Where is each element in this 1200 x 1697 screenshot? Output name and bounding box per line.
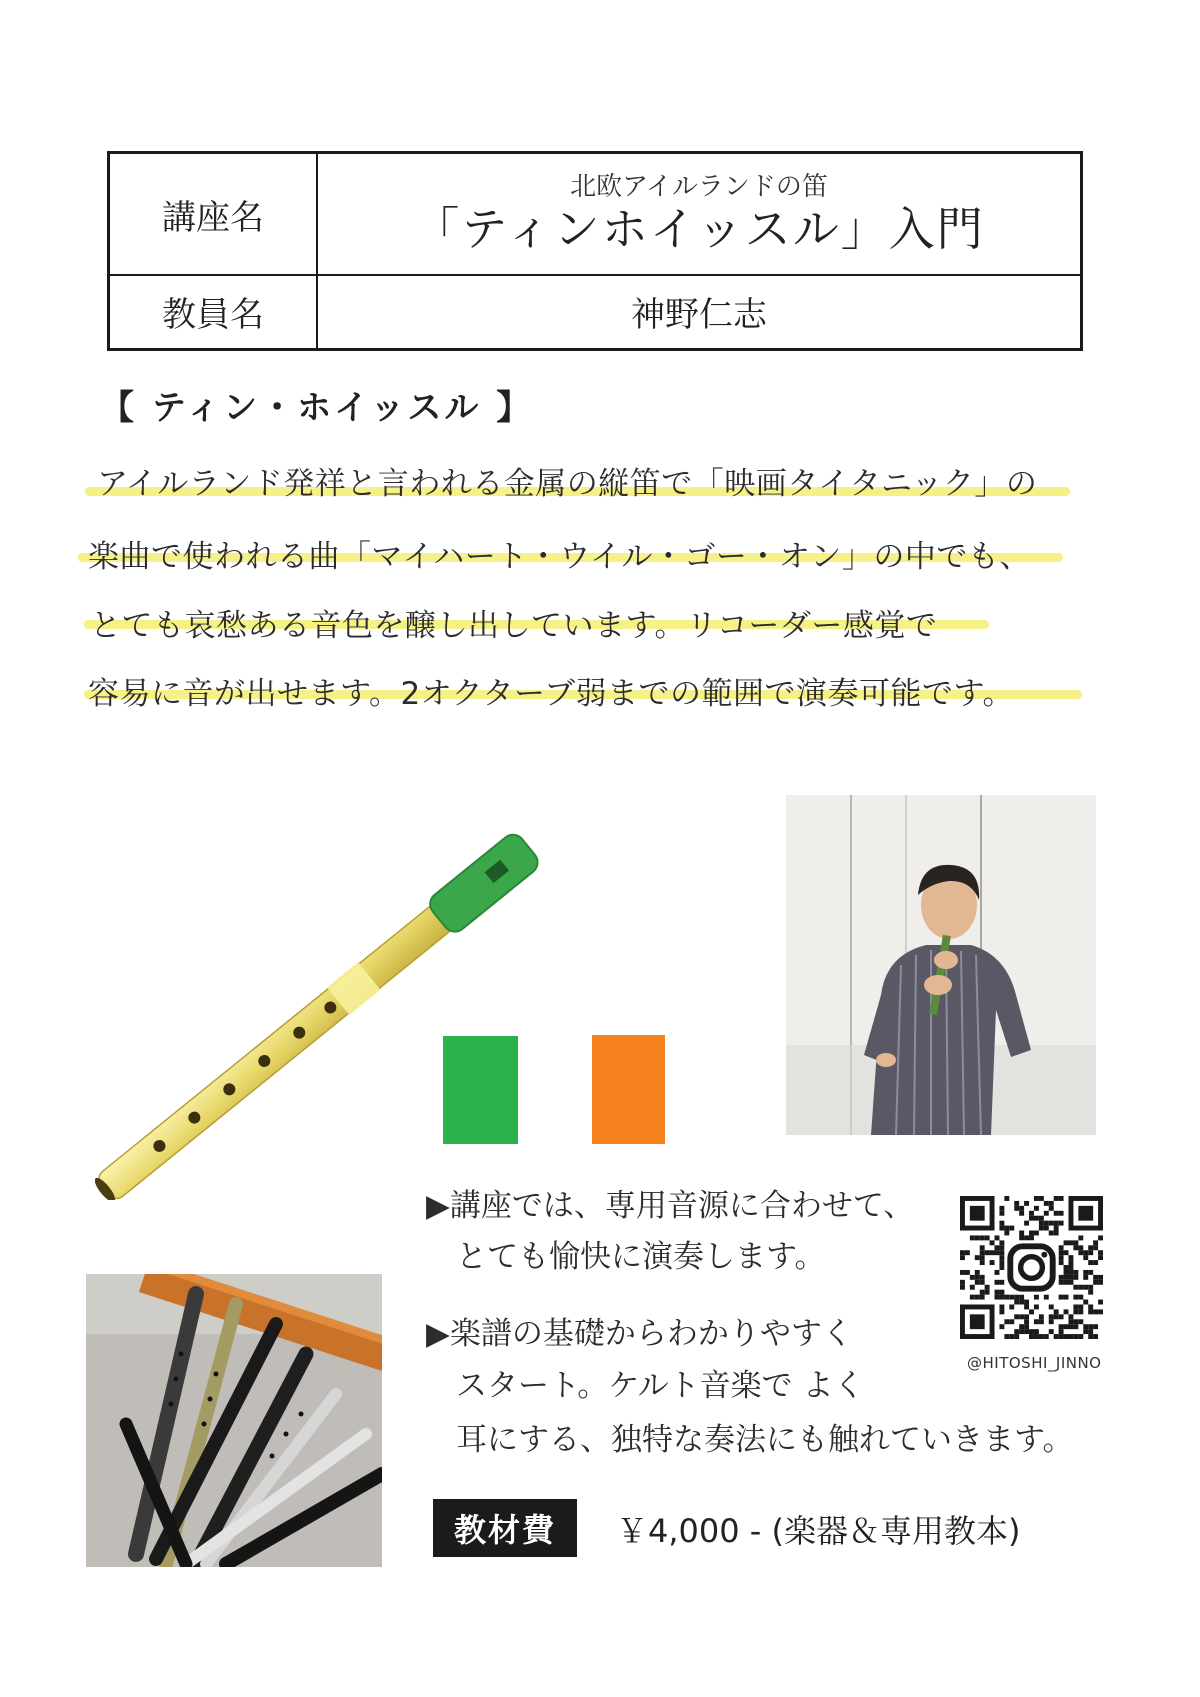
- qr-module: [999, 1260, 1004, 1265]
- course-row: [110, 154, 1080, 276]
- qr-module: [1068, 1280, 1073, 1285]
- qr-module: [1034, 1206, 1039, 1211]
- qr-module: [1054, 1231, 1059, 1236]
- qr-module: [999, 1295, 1004, 1300]
- qr-module: [1029, 1334, 1034, 1339]
- qr-module: [1019, 1206, 1024, 1211]
- teacher-value: [318, 274, 1080, 348]
- qr-module: [1083, 1275, 1088, 1280]
- qr-module: [985, 1290, 990, 1295]
- qr-module: [1009, 1334, 1014, 1339]
- qr-module: [1054, 1226, 1059, 1231]
- qr-module: [1083, 1255, 1088, 1260]
- qr-module: [1054, 1196, 1059, 1201]
- qr-module: [1083, 1300, 1088, 1305]
- qr-module: [1059, 1196, 1064, 1201]
- qr-module: [1093, 1334, 1098, 1339]
- qr-module: [1054, 1211, 1059, 1216]
- qr-module: [970, 1275, 975, 1280]
- qr-module: [1098, 1235, 1103, 1240]
- qr-module: [1068, 1255, 1073, 1260]
- qr-module: [1059, 1250, 1064, 1255]
- qr-module: [1039, 1196, 1044, 1201]
- qr-module: [1098, 1300, 1103, 1305]
- qr-module: [970, 1285, 975, 1290]
- bullet-1-line-1: ▶講座では、専用音源に合わせて、: [426, 1188, 915, 1224]
- qr-module: [995, 1290, 1000, 1295]
- qr-module: [960, 1250, 965, 1255]
- qr-module: [1078, 1334, 1083, 1339]
- qr-module: [1049, 1201, 1054, 1206]
- qr-module: [1024, 1304, 1029, 1309]
- qr-module: [960, 1270, 965, 1275]
- qr-module: [975, 1275, 980, 1280]
- qr-module: [960, 1255, 965, 1260]
- qr-module: [1024, 1329, 1029, 1334]
- qr-module: [1004, 1196, 1009, 1201]
- qr-module: [1059, 1324, 1064, 1329]
- qr-module: [970, 1235, 975, 1240]
- qr-module: [999, 1221, 1004, 1226]
- qr-module: [1064, 1270, 1069, 1275]
- qr-module: [1078, 1245, 1083, 1250]
- qr-module: [1059, 1280, 1064, 1285]
- qr-module: [1004, 1334, 1009, 1339]
- qr-module: [995, 1295, 1000, 1300]
- qr-module: [1034, 1334, 1039, 1339]
- qr-module: [1049, 1206, 1054, 1211]
- qr-module: [965, 1250, 970, 1255]
- qr-module: [995, 1245, 1000, 1250]
- qr-module: [1054, 1314, 1059, 1319]
- course-title: 「ティンホイッスル」入門: [413, 202, 985, 257]
- qr-module: [1034, 1319, 1039, 1324]
- qr-module: [1083, 1270, 1088, 1275]
- qr-module: [999, 1226, 1004, 1231]
- qr-module: [1059, 1260, 1064, 1265]
- qr-module: [1059, 1295, 1064, 1300]
- qr-module: [1044, 1334, 1049, 1339]
- qr-module: [1059, 1255, 1064, 1260]
- course-subtitle: 北欧アイルランドの笛: [570, 171, 828, 202]
- course-value: [318, 154, 1080, 274]
- qr-module: [1068, 1319, 1073, 1324]
- qr-module: [1014, 1295, 1019, 1300]
- qr-module: [1009, 1226, 1014, 1231]
- qr-module: [1039, 1334, 1044, 1339]
- qr-module: [1009, 1304, 1014, 1309]
- qr-module: [1073, 1334, 1078, 1339]
- qr-module: [1083, 1329, 1088, 1334]
- qr-module: [990, 1260, 995, 1265]
- qr-module: [1064, 1324, 1069, 1329]
- qr-module: [1098, 1309, 1103, 1314]
- qr-module: [1068, 1334, 1073, 1339]
- qr-module: [1098, 1250, 1103, 1255]
- qr-module: [1073, 1324, 1078, 1329]
- qr-module: [1088, 1304, 1093, 1309]
- teacher-label: 教員名: [110, 274, 318, 348]
- qr-module: [980, 1255, 985, 1260]
- qr-module: [1014, 1314, 1019, 1319]
- qr-module: [975, 1235, 980, 1240]
- qr-module: [1078, 1309, 1083, 1314]
- qr-module: [980, 1245, 985, 1250]
- qr-module: [1009, 1295, 1014, 1300]
- qr-module: [1024, 1300, 1029, 1305]
- qr-module: [1068, 1265, 1073, 1270]
- qr-module: [1039, 1226, 1044, 1231]
- qr-module: [1034, 1196, 1039, 1201]
- qr-module: [1068, 1260, 1073, 1265]
- qr-module: [1064, 1265, 1069, 1270]
- qr-module: [1024, 1314, 1029, 1319]
- course-info-table: [107, 151, 1083, 351]
- qr-module: [1059, 1314, 1064, 1319]
- instagram-handle: @HITOSHI_JINNO: [967, 1354, 1102, 1372]
- qr-module: [1019, 1329, 1024, 1334]
- qr-module: [1019, 1314, 1024, 1319]
- qr-module: [999, 1324, 1004, 1329]
- qr-module: [975, 1280, 980, 1285]
- qr-module: [1064, 1280, 1069, 1285]
- qr-module: [965, 1270, 970, 1275]
- qr-module: [1083, 1250, 1088, 1255]
- qr-module: [1039, 1314, 1044, 1319]
- qr-module: [990, 1240, 995, 1245]
- qr-module: [980, 1295, 985, 1300]
- description-line: とても哀愁ある音色を醸し出しています。リコーダー感覚で: [90, 608, 938, 644]
- qr-module: [1064, 1334, 1069, 1339]
- qr-module: [1088, 1285, 1093, 1290]
- qr-module: [1093, 1275, 1098, 1280]
- qr-module: [1014, 1334, 1019, 1339]
- qr-module: [985, 1235, 990, 1240]
- qr-module: [1019, 1300, 1024, 1305]
- qr-module: [1068, 1314, 1073, 1319]
- qr-module: [1039, 1216, 1044, 1221]
- qr-module: [1029, 1309, 1034, 1314]
- qr-module: [985, 1285, 990, 1290]
- qr-module: [980, 1280, 985, 1285]
- qr-module: [1064, 1309, 1069, 1314]
- qr-module: [1093, 1280, 1098, 1285]
- qr-module: [999, 1250, 1004, 1255]
- qr-module: [1019, 1235, 1024, 1240]
- qr-module: [999, 1304, 1004, 1309]
- qr-module: [1073, 1304, 1078, 1309]
- qr-module: [975, 1270, 980, 1275]
- qr-module: [1044, 1295, 1049, 1300]
- qr-module: [1083, 1324, 1088, 1329]
- qr-module: [1073, 1240, 1078, 1245]
- qr-module: [1049, 1319, 1054, 1324]
- qr-module: [1049, 1231, 1054, 1236]
- qr-module: [1098, 1255, 1103, 1260]
- qr-module: [1014, 1201, 1019, 1206]
- qr-module: [1024, 1324, 1029, 1329]
- qr-module: [1098, 1280, 1103, 1285]
- qr-module: [990, 1250, 995, 1255]
- qr-module: [1088, 1324, 1093, 1329]
- qr-module: [1024, 1235, 1029, 1240]
- qr-module: [1088, 1250, 1093, 1255]
- bullet-2-line-3: 耳にする、独特な奏法にも触れていきます。: [456, 1422, 1074, 1458]
- course-label: 講座名: [110, 154, 318, 274]
- qr-module: [1059, 1329, 1064, 1334]
- qr-module: [1029, 1231, 1034, 1236]
- qr-module: [1078, 1319, 1083, 1324]
- qr-module: [1073, 1285, 1078, 1290]
- qr-module: [1019, 1211, 1024, 1216]
- qr-module: [995, 1250, 1000, 1255]
- qr-module: [1049, 1329, 1054, 1334]
- qr-module: [1019, 1295, 1024, 1300]
- qr-module: [1073, 1270, 1078, 1275]
- qr-module: [1093, 1240, 1098, 1245]
- qr-module: [999, 1245, 1004, 1250]
- bullet-1-line-2: とても愉快に演奏します。: [456, 1239, 826, 1275]
- qr-module: [1034, 1295, 1039, 1300]
- qr-module: [1093, 1309, 1098, 1314]
- flag-orange-block: [592, 1035, 665, 1144]
- qr-module: [995, 1235, 1000, 1240]
- fee-label-badge: 教材費: [433, 1499, 577, 1557]
- qr-module: [1088, 1290, 1093, 1295]
- qr-module: [1034, 1231, 1039, 1236]
- qr-module: [1068, 1324, 1073, 1329]
- bullet-2-line-2: スタート。ケルト音楽で よく: [456, 1368, 865, 1404]
- qr-module: [1088, 1260, 1093, 1265]
- qr-module: [1098, 1275, 1103, 1280]
- qr-module: [1073, 1319, 1078, 1324]
- qr-module: [1019, 1324, 1024, 1329]
- qr-module: [1029, 1211, 1034, 1216]
- qr-module: [1088, 1309, 1093, 1314]
- qr-module: [1054, 1334, 1059, 1339]
- teacher-row: [110, 274, 1080, 348]
- qr-module: [1029, 1216, 1034, 1221]
- qr-module: [1014, 1300, 1019, 1305]
- qr-module: [1059, 1221, 1064, 1226]
- qr-module: [975, 1295, 980, 1300]
- qr-module: [1019, 1231, 1024, 1236]
- qr-module: [980, 1290, 985, 1295]
- qr-module: [999, 1211, 1004, 1216]
- qr-module: [1059, 1211, 1064, 1216]
- qr-module: [1044, 1221, 1049, 1226]
- qr-module: [1078, 1295, 1083, 1300]
- qr-module: [985, 1250, 990, 1255]
- qr-module: [1034, 1329, 1039, 1334]
- qr-module: [980, 1235, 985, 1240]
- flag-green-block: [443, 1036, 518, 1144]
- player-photo: [786, 795, 1096, 1135]
- qr-module: [1093, 1245, 1098, 1250]
- qr-module: [995, 1270, 1000, 1275]
- fee-amount: ￥4,000 - (楽器＆専用教本): [616, 1512, 1021, 1550]
- qr-module: [980, 1260, 985, 1265]
- qr-module: [1054, 1309, 1059, 1314]
- qr-module: [999, 1309, 1004, 1314]
- qr-module: [1044, 1211, 1049, 1216]
- bullet-2-line-1: ▶楽譜の基礎からわかりやすく: [426, 1316, 853, 1352]
- qr-module: [1078, 1285, 1083, 1290]
- qr-module: [960, 1285, 965, 1290]
- qr-module: [1059, 1245, 1064, 1250]
- qr-module: [1093, 1324, 1098, 1329]
- qr-module: [1068, 1270, 1073, 1275]
- description-line: アイルランド発祥と言われる金属の縦笛で「映画タイタニック」の: [97, 466, 1038, 502]
- qr-module: [1044, 1201, 1049, 1206]
- qr-module: [1073, 1295, 1078, 1300]
- qr-module: [999, 1206, 1004, 1211]
- qr-module: [1029, 1329, 1034, 1334]
- qr-module: [1064, 1295, 1069, 1300]
- qr-module: [960, 1280, 965, 1285]
- qr-module: [1044, 1226, 1049, 1231]
- qr-module: [1088, 1270, 1093, 1275]
- description-line: 容易に音が出せます。2オクターブ弱までの範囲で演奏可能です。: [88, 676, 1014, 712]
- qr-module: [1064, 1275, 1069, 1280]
- qr-module: [999, 1265, 1004, 1270]
- qr-module: [1059, 1275, 1064, 1280]
- qr-module: [1004, 1295, 1009, 1300]
- qr-module: [1014, 1329, 1019, 1334]
- qr-module: [1004, 1226, 1009, 1231]
- qr-module: [1073, 1245, 1078, 1250]
- section-title: 【 ティン・ホイッスル 】: [100, 388, 534, 428]
- qr-module: [1004, 1319, 1009, 1324]
- qr-module: [1088, 1334, 1093, 1339]
- qr-module: [1024, 1319, 1029, 1324]
- qr-module: [1064, 1250, 1069, 1255]
- qr-module: [1004, 1231, 1009, 1236]
- qr-module: [1024, 1201, 1029, 1206]
- qr-module: [1014, 1206, 1019, 1211]
- qr-module: [980, 1275, 985, 1280]
- qr-module: [1049, 1314, 1054, 1319]
- qr-module: [1093, 1260, 1098, 1265]
- qr-module: [1034, 1304, 1039, 1309]
- qr-module: [1088, 1245, 1093, 1250]
- description-line: 楽曲で使われる曲「マイハート・ウイル・ゴー・オン」の中でも、: [88, 539, 1031, 575]
- qr-module: [1039, 1221, 1044, 1226]
- qr-module: [1034, 1216, 1039, 1221]
- teacher-name: 神野仁志: [631, 294, 767, 335]
- qr-module: [1078, 1250, 1083, 1255]
- qr-module: [1068, 1275, 1073, 1280]
- instagram-qr-code[interactable]: [960, 1196, 1103, 1339]
- qr-module: [1078, 1304, 1083, 1309]
- qr-module: [1088, 1329, 1093, 1334]
- qr-module: [1068, 1240, 1073, 1245]
- qr-module: [1024, 1221, 1029, 1226]
- qr-module: [1049, 1221, 1054, 1226]
- qr-module: [1073, 1309, 1078, 1314]
- qr-module: [999, 1290, 1004, 1295]
- qr-module: [1059, 1334, 1064, 1339]
- qr-module: [970, 1295, 975, 1300]
- qr-module: [999, 1255, 1004, 1260]
- qr-module: [1054, 1221, 1059, 1226]
- qr-module: [1064, 1240, 1069, 1245]
- qr-module: [1078, 1235, 1083, 1240]
- qr-module: [1029, 1235, 1034, 1240]
- qr-module: [1049, 1304, 1054, 1309]
- qr-module: [1083, 1285, 1088, 1290]
- qr-module: [1073, 1275, 1078, 1280]
- qr-module: [999, 1280, 1004, 1285]
- tin-whistle-image: [95, 780, 635, 1200]
- qr-module: [975, 1255, 980, 1260]
- qr-module: [999, 1240, 1004, 1245]
- qr-module: [1009, 1319, 1014, 1324]
- qr-module: [980, 1250, 985, 1255]
- whistle-collection-photo: [86, 1274, 382, 1567]
- qr-module: [1039, 1319, 1044, 1324]
- qr-module: [995, 1280, 1000, 1285]
